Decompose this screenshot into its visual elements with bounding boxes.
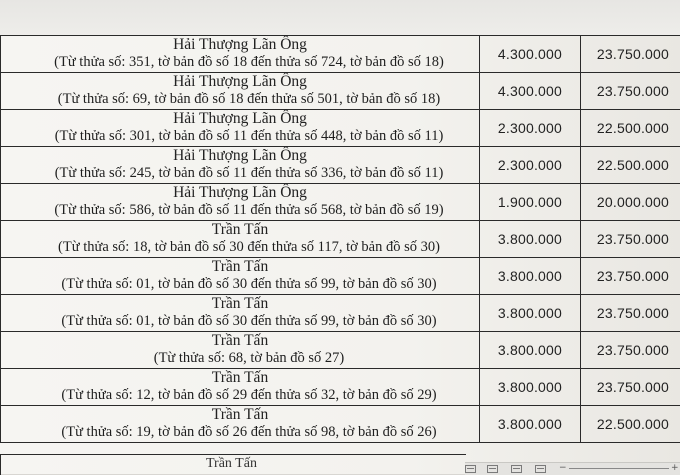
page-break-icon[interactable] (511, 465, 522, 473)
location-cell (1, 258, 480, 295)
street-name: Hải Thượng Lãn Ông (1, 74, 479, 90)
street-name: Hải Thượng Lãn Ông (1, 37, 479, 53)
price-cell-1 (480, 110, 581, 147)
price-value-2: 22.500.000 (581, 416, 680, 432)
street-name: Trần Tấn (1, 370, 479, 386)
price-cell-2 (581, 332, 680, 369)
parcel-range: (Từ thửa số: 19, tờ bản đồ số 26 đến thửa số 98, tờ bản đồ số 26) (1, 423, 479, 441)
price-value-2: 20.000.000 (581, 194, 680, 210)
partial-row-street: Trần Tấn (206, 456, 257, 472)
normal-view-icon[interactable] (465, 465, 476, 473)
price-value-2: 23.750.000 (581, 342, 680, 358)
price-value-2: 23.750.000 (581, 379, 680, 395)
price-cell-2 (581, 369, 680, 406)
parcel-range: (Từ thửa số: 69, tờ bản đồ số 18 đến thửa số 501, tờ bản đồ số 18) (1, 90, 479, 108)
price-cell-1 (480, 258, 581, 295)
price-cell-2 (581, 295, 680, 332)
price-value-1: 3.800.000 (480, 416, 580, 432)
price-cell-1 (480, 184, 581, 221)
table-row (1, 369, 680, 406)
price-value-2: 23.750.000 (581, 305, 680, 321)
price-value-1: 3.800.000 (480, 305, 580, 321)
zoom-out-button[interactable]: − (559, 463, 567, 473)
location-cell (1, 147, 480, 184)
price-cell-1 (480, 36, 581, 73)
price-cell-2 (581, 221, 680, 258)
status-bar (465, 462, 680, 475)
parcel-range: (Từ thửa số: 68, tờ bản đồ số 27) (1, 349, 479, 367)
price-value-2: 23.750.000 (581, 83, 680, 99)
parcel-range: (Từ thửa số: 01, tờ bản đồ số 30 đến thửa số 99, tờ bản đồ số 30) (1, 312, 479, 330)
zoom-slider-track[interactable] (569, 468, 669, 469)
location-cell (1, 369, 480, 406)
location-cell (1, 110, 480, 147)
street-name: Trần Tấn (1, 259, 479, 275)
location-cell (1, 295, 480, 332)
table-row (1, 295, 680, 332)
partial-table-row (0, 454, 466, 475)
price-cell-2 (581, 147, 680, 184)
price-value-1: 1.900.000 (480, 194, 580, 210)
price-value-1: 3.800.000 (480, 379, 580, 395)
parcel-range: (Từ thửa số: 01, tờ bản đồ số 30 đến thửa số 99, tờ bản đồ số 30) (1, 275, 479, 293)
street-name: Hải Thượng Lãn Ông (1, 111, 479, 127)
location-cell (1, 73, 480, 110)
price-value-1: 4.300.000 (480, 83, 580, 99)
table-row (1, 147, 680, 184)
land-price-table (0, 35, 680, 443)
table-row (1, 110, 680, 147)
price-cell-1 (480, 221, 581, 258)
table-row (1, 184, 680, 221)
table-row (1, 221, 680, 258)
price-value-1: 2.300.000 (480, 120, 580, 136)
street-name: Hải Thượng Lãn Ông (1, 185, 479, 201)
street-name: Trần Tấn (1, 407, 479, 423)
table-row (1, 258, 680, 295)
price-cell-2 (581, 184, 680, 221)
street-name: Trần Tấn (1, 296, 479, 312)
price-cell-2 (581, 36, 680, 73)
price-cell-1 (480, 295, 581, 332)
price-cell-1 (480, 147, 581, 184)
price-cell-1 (480, 406, 581, 443)
price-cell-1 (480, 73, 581, 110)
street-name: Trần Tấn (1, 333, 479, 349)
reading-view-icon[interactable] (535, 465, 546, 473)
price-cell-2 (581, 73, 680, 110)
price-cell-2 (581, 258, 680, 295)
price-value-2: 23.750.000 (581, 268, 680, 284)
price-value-1: 3.800.000 (480, 268, 580, 284)
price-value-1: 3.800.000 (480, 342, 580, 358)
table-row (1, 73, 680, 110)
location-cell (1, 36, 480, 73)
parcel-range: (Từ thửa số: 12, tờ bản đồ số 29 đến thửa số 32, tờ bản đồ số 29) (1, 386, 479, 404)
table-row (1, 36, 680, 73)
location-cell (1, 406, 480, 443)
table-row (1, 332, 680, 369)
street-name: Trần Tấn (1, 222, 479, 238)
location-cell (1, 184, 480, 221)
parcel-range: (Từ thửa số: 351, tờ bản đồ số 18 đến thửa số 724, tờ bản đồ số 18) (1, 53, 479, 71)
price-cell-2 (581, 110, 680, 147)
parcel-range: (Từ thửa số: 245, tờ bản đồ số 11 đến thửa số 336, tờ bản đồ số 11) (1, 164, 479, 182)
price-value-2: 23.750.000 (581, 231, 680, 247)
price-value-1: 2.300.000 (480, 157, 580, 173)
price-cell-2 (581, 406, 680, 443)
table-row (1, 406, 680, 443)
price-cell-1 (480, 369, 581, 406)
location-cell (1, 332, 480, 369)
price-value-2: 22.500.000 (581, 157, 680, 173)
parcel-range: (Từ thửa số: 18, tờ bản đồ số 30 đến thửa số 117, tờ bản đồ số 30) (1, 238, 479, 256)
price-value-2: 22.500.000 (581, 120, 680, 136)
location-cell (1, 221, 480, 258)
page-top-edge (0, 0, 680, 36)
parcel-range: (Từ thửa số: 586, tờ bản đồ số 11 đến thửa số 568, tờ bản đồ số 19) (1, 201, 479, 219)
price-cell-1 (480, 332, 581, 369)
price-value-1: 4.300.000 (480, 46, 580, 62)
parcel-range: (Từ thửa số: 301, tờ bản đồ số 11 đến thửa số 448, tờ bản đồ số 11) (1, 127, 479, 145)
page-layout-icon[interactable] (487, 465, 498, 473)
zoom-in-button[interactable]: + (671, 463, 679, 473)
street-name: Hải Thượng Lãn Ông (1, 148, 479, 164)
price-value-2: 23.750.000 (581, 46, 680, 62)
price-value-1: 3.800.000 (480, 231, 580, 247)
